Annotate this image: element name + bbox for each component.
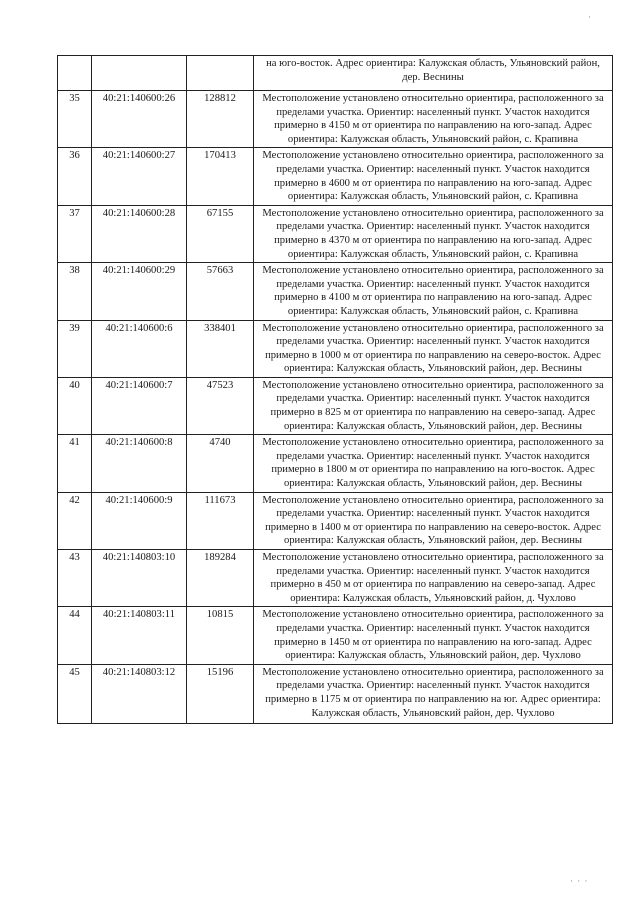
- table-row: [58, 492, 613, 549]
- cadastral-number: 40:21:140803:12: [92, 664, 187, 723]
- row-number: 37: [58, 205, 92, 262]
- location-description: Местоположение установлено относительно ориентира, расположенного за пределами участка. Ориентир: населенный пункт. Участок находится примерно в 4600 м от ориентира по направлению на юго-запад. Адрес ориентира: Калужская область, Ульяновский район, с. Крапивна: [254, 148, 613, 205]
- location-description: на юго-восток. Адрес ориентира: Калужская область, Ульяновский район, дер. Веснины: [254, 56, 613, 91]
- cadastral-number: 40:21:140600:29: [92, 263, 187, 320]
- table-row: [58, 320, 613, 377]
- row-number: 42: [58, 492, 92, 549]
- plot-area: 15196: [187, 664, 254, 723]
- location-description: Местоположение установлено относительно ориентира, расположенного за пределами участка. Ориентир: населенный пункт. Участок находится примерно в 4100 м от ориентира по направлению на юго-запад. Адрес ориентира: Калужская область, Ульяновский район, с. Крапивна: [254, 263, 613, 320]
- location-description: Местоположение установлено относительно ориентира, расположенного за пределами участка. Ориентир: населенный пункт. Участок находится примерно в 1800 м от ориентира по направлению на юго-восток. Адрес ориентира: Калужская область, Ульяновский район, дер. Веснины: [254, 435, 613, 492]
- location-description: Местоположение установлено относительно ориентира, расположенного за пределами участка. Ориентир: населенный пункт. Участок находится примерно в 1175 м от ориентира по направлению на юг. Адрес ориентира: Калужская область, Ульяновский район, дер. Чухлово: [254, 664, 613, 723]
- table-row: [58, 148, 613, 205]
- table-row: [58, 435, 613, 492]
- plot-area: 47523: [187, 377, 254, 434]
- row-number: 39: [58, 320, 92, 377]
- plot-area: 189284: [187, 550, 254, 607]
- location-description: Местоположение установлено относительно ориентира, расположенного за пределами участка. Ориентир: населенный пункт. Участок находится примерно в 4150 м от ориентира по направлению на юго-запад. Адрес ориентира: Калужская область, Ульяновский район, с. Крапивна: [254, 91, 613, 148]
- location-description: Местоположение установлено относительно ориентира, расположенного за пределами участка. Ориентир: населенный пункт. Участок находится примерно в 1400 м от ориентира по направлению на северо-восток. Адрес ориентира: Калужская область, Ульяновский район, дер. Веснины: [254, 492, 613, 549]
- row-number: 44: [58, 607, 92, 664]
- table-row: [58, 91, 613, 148]
- location-description: Местоположение установлено относительно ориентира, расположенного за пределами участка. Ориентир: населенный пункт. Участок находится примерно в 1450 м от ориентира по направлению на юго-запад. Адрес ориентира: Калужская область, Ульяновский район, дер. Чухлово: [254, 607, 613, 664]
- cadastral-number: 40:21:140600:7: [92, 377, 187, 434]
- cadastral-number: 40:21:140803:11: [92, 607, 187, 664]
- location-description: Местоположение установлено относительно ориентира, расположенного за пределами участка. Ориентир: населенный пункт. Участок находится примерно в 1000 м от ориентира по направлению на северо-восток. Адрес ориентира: Калужская область, Ульяновский район, дер. Веснины: [254, 320, 613, 377]
- row-number: 40: [58, 377, 92, 434]
- scan-speck: · · ·: [570, 876, 589, 886]
- land-plot-table: [57, 55, 613, 724]
- table-row: [58, 377, 613, 434]
- row-number: 35: [58, 91, 92, 148]
- table-row: [58, 607, 613, 664]
- plot-area: 128812: [187, 91, 254, 148]
- plot-area: [187, 56, 254, 91]
- plot-area: 111673: [187, 492, 254, 549]
- cadastral-number: 40:21:140600:9: [92, 492, 187, 549]
- cadastral-number: 40:21:140600:8: [92, 435, 187, 492]
- plot-area: 338401: [187, 320, 254, 377]
- row-number: 41: [58, 435, 92, 492]
- table-row: [58, 664, 613, 723]
- cadastral-number: 40:21:140600:28: [92, 205, 187, 262]
- row-number: 43: [58, 550, 92, 607]
- row-number: [58, 56, 92, 91]
- location-description: Местоположение установлено относительно ориентира, расположенного за пределами участка. Ориентир: населенный пункт. Участок находится примерно в 450 м от ориентира по направлению на северо-запад. Адрес ориентира: Калужская область, Ульяновский район, д. Чухлово: [254, 550, 613, 607]
- cadastral-number: 40:21:140803:10: [92, 550, 187, 607]
- plot-area: 170413: [187, 148, 254, 205]
- table-row: [58, 205, 613, 262]
- table-row: [58, 263, 613, 320]
- scan-speck: ·: [588, 12, 592, 22]
- table-row: [58, 550, 613, 607]
- cadastral-number: 40:21:140600:6: [92, 320, 187, 377]
- plot-area: 57663: [187, 263, 254, 320]
- cadastral-number: [92, 56, 187, 91]
- cadastral-number: 40:21:140600:26: [92, 91, 187, 148]
- cadastral-number: 40:21:140600:27: [92, 148, 187, 205]
- plot-area: 10815: [187, 607, 254, 664]
- row-number: 45: [58, 664, 92, 723]
- plot-area: 67155: [187, 205, 254, 262]
- table-row: [58, 56, 613, 91]
- location-description: Местоположение установлено относительно ориентира, расположенного за пределами участка. Ориентир: населенный пункт. Участок находится примерно в 4370 м от ориентира по направлению на юго-запад. Адрес ориентира: Калужская область, Ульяновский район, с. Крапивна: [254, 205, 613, 262]
- row-number: 36: [58, 148, 92, 205]
- plot-area: 4740: [187, 435, 254, 492]
- location-description: Местоположение установлено относительно ориентира, расположенного за пределами участка. Ориентир: населенный пункт. Участок находится примерно в 825 м от ориентира по направлению на северо-запад. Адрес ориентира: Калужская область, Ульяновский район, дер. Веснины: [254, 377, 613, 434]
- row-number: 38: [58, 263, 92, 320]
